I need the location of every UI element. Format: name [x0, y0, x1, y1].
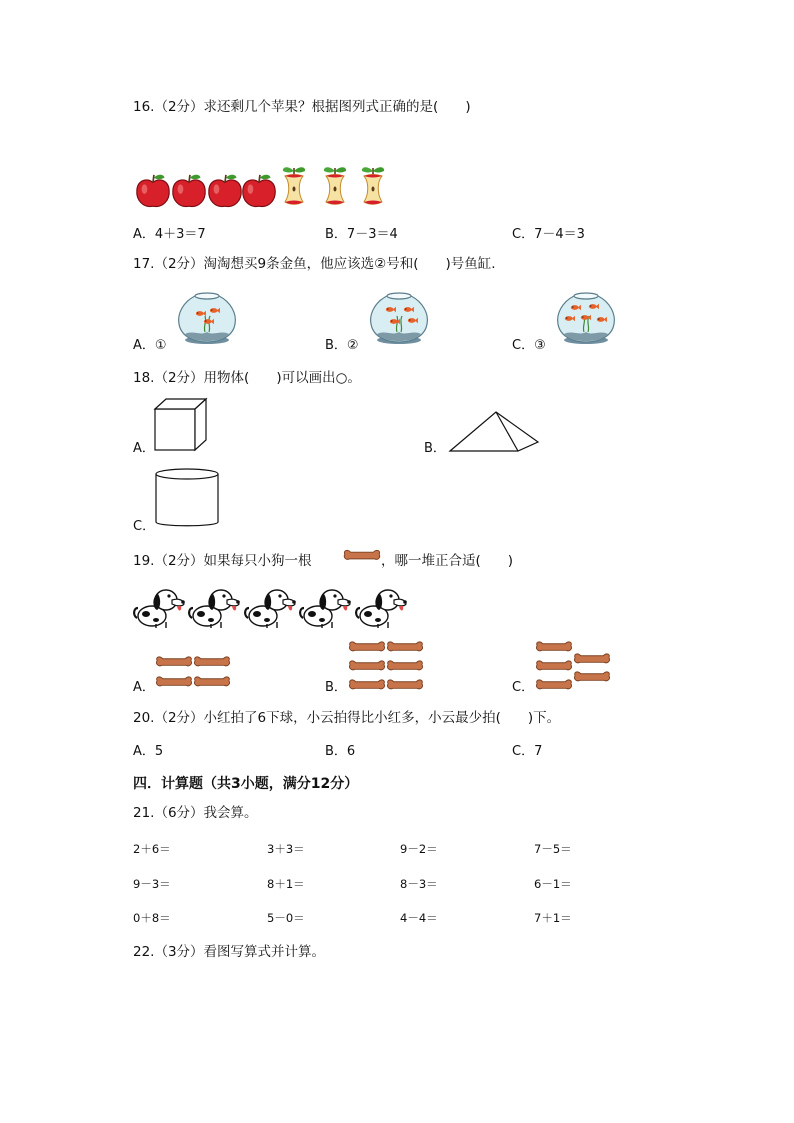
triangular-prism-icon	[448, 408, 540, 454]
q19-text-before: 19.（2分）如果每只小狗一根	[133, 553, 312, 569]
dog-icon	[245, 590, 296, 628]
q17-option-a[interactable]: A．①	[133, 338, 167, 353]
apple-icon	[137, 175, 169, 207]
q16-option-b[interactable]: B．7－3＝4	[325, 227, 398, 242]
apple-core-icon	[324, 167, 346, 204]
q18-option-b[interactable]: B．	[424, 441, 446, 456]
fishbowl-b-icon	[367, 290, 431, 346]
q18-text: 18.（2分）用物体( )可以画出○。	[133, 370, 361, 386]
fishbowl-a-icon	[175, 290, 239, 346]
equation: 5－0＝	[267, 911, 305, 925]
apple-icon	[173, 175, 205, 207]
cube-icon	[154, 398, 208, 452]
q20-text: 20.（2分）小红拍了6下球，小云拍得比小红多，小云最少拍( )下。	[133, 710, 561, 726]
q16-apples-figure	[134, 160, 394, 212]
dog-icon	[300, 590, 351, 628]
equation: 7＋1＝	[534, 911, 572, 925]
q16-text: 16.（2分）求还剩几个苹果？根据图列式正确的是( )	[133, 99, 471, 115]
equation: 6－1＝	[534, 877, 572, 891]
bone-pile-b-icon	[348, 640, 426, 694]
q20-option-b[interactable]: B．6	[325, 744, 356, 759]
apple-icon	[209, 175, 241, 207]
q19-dogs-figure	[132, 582, 412, 628]
q20-option-a[interactable]: A．5	[133, 744, 164, 759]
q17-option-b[interactable]: B．②	[325, 338, 359, 353]
q22-text: 22.（3分）看图写算式并计算。	[133, 944, 326, 960]
cylinder-icon	[154, 466, 220, 532]
q19-option-b[interactable]: B．	[325, 680, 347, 695]
apple-core-icon	[283, 167, 305, 204]
q17-text: 17.（2分）淘淘想买9条金鱼，他应该选②号和( )号鱼缸.	[133, 256, 496, 272]
fishbowl-c-icon	[554, 290, 618, 346]
dog-icon	[189, 590, 240, 628]
apple-icon	[243, 175, 275, 207]
q19-option-a[interactable]: A．	[133, 680, 155, 695]
equation: 0＋8＝	[133, 911, 171, 925]
apple-core-icon	[362, 167, 384, 204]
q21-text: 21.（6分）我会算。	[133, 805, 258, 821]
q18-option-a[interactable]: A．	[133, 441, 155, 456]
equation: 3＋3＝	[267, 842, 305, 856]
bone-icon	[343, 548, 381, 564]
equation: 9－2＝	[400, 842, 438, 856]
q17-option-c[interactable]: C．③	[512, 338, 546, 353]
equation: 7－5＝	[534, 842, 572, 856]
bone-pile-c-icon	[535, 640, 611, 694]
dog-icon	[134, 590, 185, 628]
equation: 8－3＝	[400, 877, 438, 891]
equation: 9－3＝	[133, 877, 171, 891]
q16-option-c[interactable]: C．7－4＝3	[512, 227, 585, 242]
bone-pile-a-icon	[155, 655, 233, 695]
q19-text-after: ，哪一堆正合适( )	[381, 553, 514, 569]
q19-option-c[interactable]: C．	[512, 680, 535, 695]
equation: 4－4＝	[400, 911, 438, 925]
q18-option-c[interactable]: C．	[133, 519, 156, 534]
q16-option-a[interactable]: A．4＋3＝7	[133, 227, 206, 242]
equation: 2＋6＝	[133, 842, 171, 856]
equation: 8＋1＝	[267, 877, 305, 891]
section-4-title: 四．计算题（共3小题，满分12分）	[133, 776, 359, 792]
dog-icon	[356, 590, 407, 628]
q20-option-c[interactable]: C．7	[512, 744, 543, 759]
